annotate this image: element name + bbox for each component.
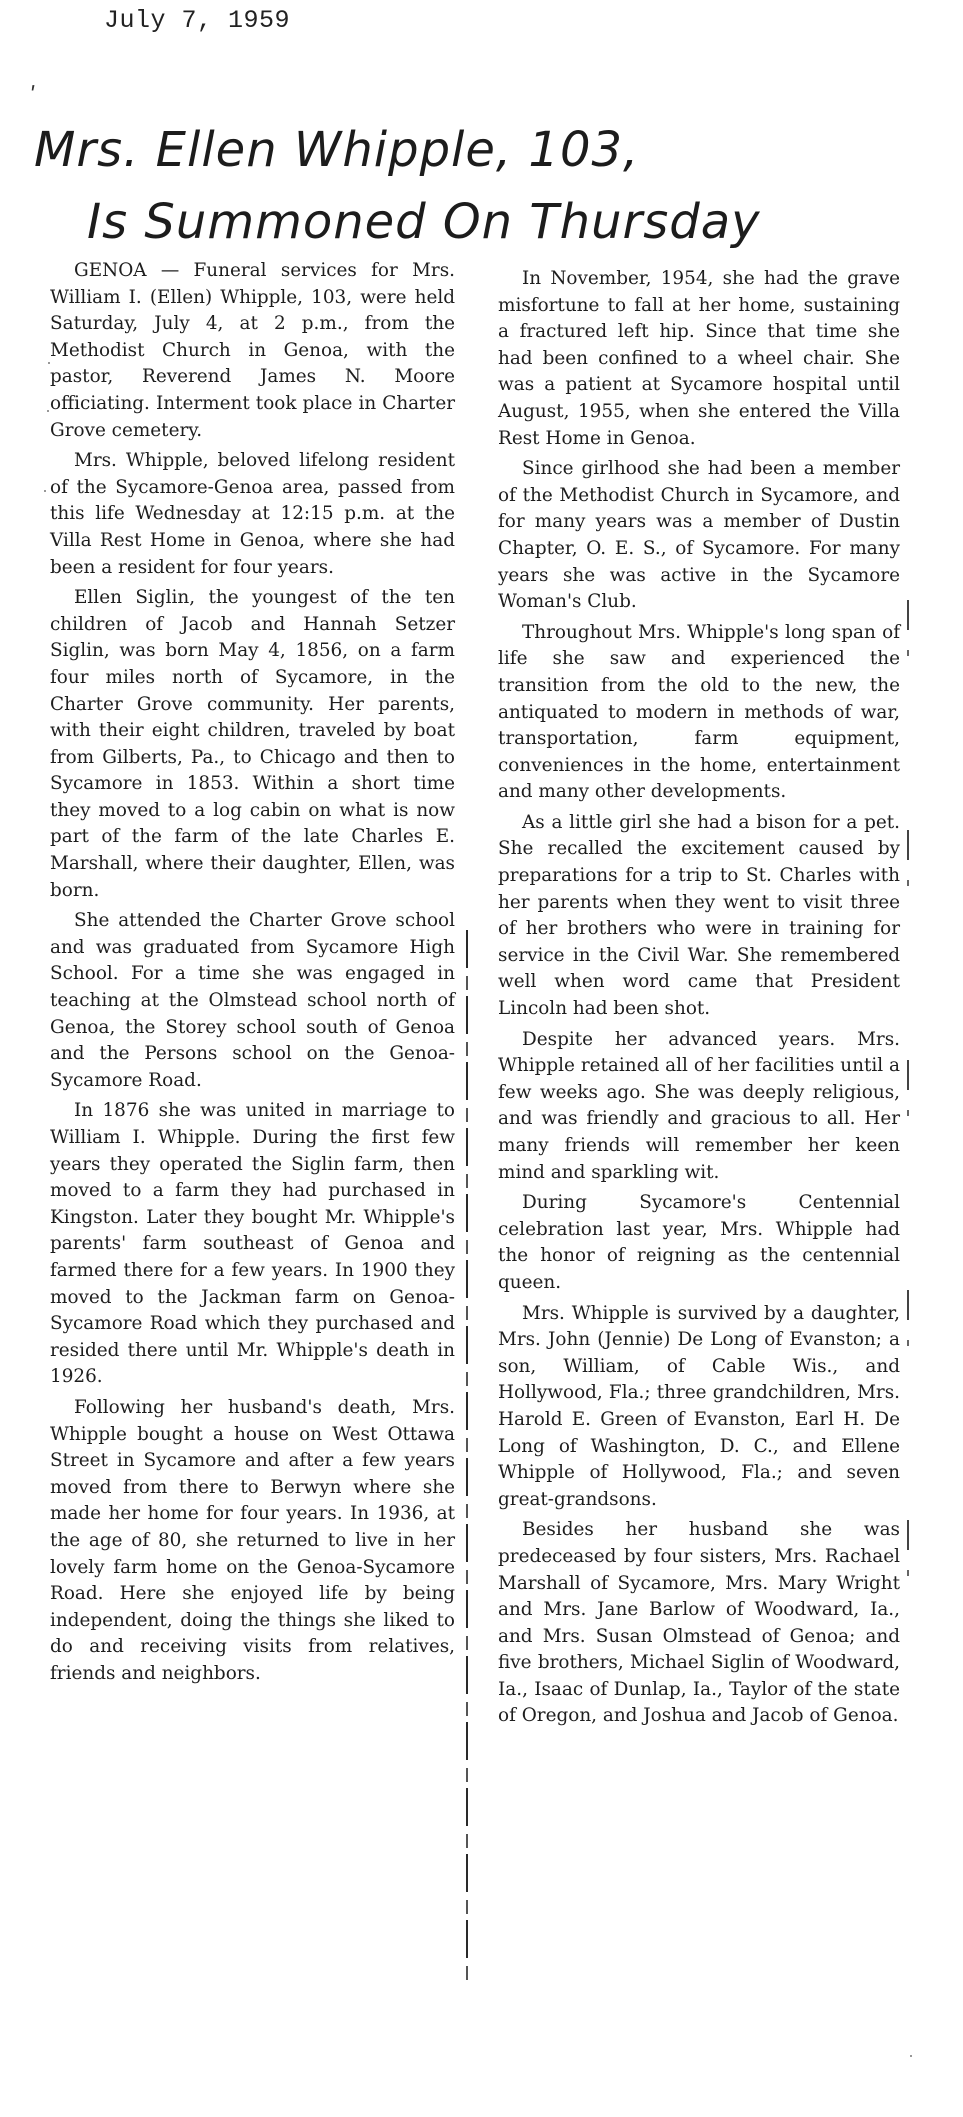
paragraph-character: Despite her advanced years. Mrs. Whipple retained all of her facilities until a few weeks ago. She was deeply religious, and was friendly and gracious to all. Her many friends will remember her keen mind and sparkling wit. bbox=[498, 1028, 900, 1183]
column-edge-mark bbox=[907, 480, 909, 1600]
scan-speck bbox=[48, 362, 50, 364]
paragraph-passing: Mrs. Whipple, beloved lifelong resident of the Sycamore-Genoa area, passed from this life Wednesday at 12:15 p.m. at the Villa Rest Home in Genoa, where she had been a resident for four years. bbox=[50, 450, 455, 578]
scan-speck bbox=[44, 490, 46, 492]
paragraph-later-life: Following her husband's death, Mrs. Whipple bought a house on West Ottawa Street in Sycamore and after a few years moved from there to Berwyn where she made her home for four years. In 1936, at the age of 80, she returned to live in her lovely farm home on the Genoa-Sycamore Road. Here she enjoyed life by being independent, doing the things she liked to do and receiving visits from relatives, friends and neighbors. bbox=[50, 1396, 455, 1684]
scan-speck bbox=[910, 2055, 912, 2057]
article-column-left bbox=[50, 258, 455, 1687]
paragraph-marriage: In 1876 she was united in marriage to William I. Whipple. During the first few years they operated the Siglin farm, then moved to a farm they had purchased in Kingston. Later they bought Mr. Whipple's parents' farm southeast of Genoa and farmed there for a few years. In 1900 they moved to the Jackman farm on Genoa-Sycamore Road which they purchased and resided there until Mr. Whipple's death in 1926. bbox=[50, 1100, 455, 1388]
paragraph-church-membership: Since girlhood she had been a member of the Methodist Church in Sycamore, and for many years was a member of Dustin Chapter, O. E. S., of Sycamore. For many years she was active in the Sycamore Woman's Club. bbox=[498, 458, 900, 613]
paragraph-transition: Throughout Mrs. Whipple's long span of life she saw and experienced the transition from the old to the new, the antiquated to modern in methods of war, transportation, farm equipment, conveniences in the home, entertainment and many other developments. bbox=[498, 621, 900, 803]
article-column-right bbox=[498, 266, 900, 1730]
paragraph-funeral-services: GENOA — Funeral services for Mrs. William I. (Ellen) Whipple, 103, were held Saturday, July 4, at 2 p.m., from the Methodist Church in Genoa, with the pastor, Reverend James N. Moore officiating. Interment took place in Charter Grove cemetery. bbox=[50, 260, 455, 441]
scan-speck bbox=[47, 410, 49, 412]
paragraph-education: She attended the Charter Grove school and was graduated from Sycamore High School. For a time she was engaged in teaching at the Olmstead school north of Genoa, the Storey school south of Genoa and the Persons school on the Genoa-Sycamore Road. bbox=[50, 910, 455, 1091]
paragraph-centennial: During Sycamore's Centennial celebration last year, Mrs. Whipple had the honor of reigning as the centennial queen. bbox=[498, 1192, 900, 1293]
clipping-date: July 7, 1959 bbox=[104, 6, 291, 35]
paragraph-predeceased: Besides her husband she was predeceased by four sisters, Mrs. Rachael Marshall of Sycamore, Mrs. Mary Wright and Mrs. Jane Barlow of Woodward, Ia., and Mrs. Susan Olmstead of Genoa; and five brothers, Michael Siglin of Woodward, Ia., Isaac of Dunlap, Ia., Taylor of the state of Oregon, and Joshua and Jacob of Genoa. bbox=[498, 1519, 900, 1727]
clipping-tick-mark: ʹ bbox=[30, 84, 37, 109]
paragraph-injury: In November, 1954, she had the grave misfortune to fall at her home, sustaining a fractured left hip. Since that time she had been confined to a wheel chair. She was a patient at Sycamore hospital until August, 1955, when she entered the Villa Rest Home in Genoa. bbox=[498, 268, 900, 449]
headline bbox=[30, 114, 950, 258]
paragraph-birth: Ellen Siglin, the youngest of the ten children of Jacob and Hannah Setzer Siglin, was born May 4, 1856, on a farm four miles north of Sycamore, in the Charter Grove community. Her parents, with their eight children, traveled by boat from Gilberts, Pa., to Chicago and then to Sycamore in 1853. Within a short time they moved to a log cabin on what is now part of the farm of the late Charles E. Marshall, where their daughter, Ellen, was born. bbox=[50, 587, 455, 901]
paragraph-childhood: As a little girl she had a bison for a pet. She recalled the excitement caused by preparations for a trip to St. Charles with her parents when they went to visit three of her brothers who were in training for service in the Civil War. She remembered well when word came that President Lincoln had been shot. bbox=[498, 811, 900, 1020]
headline-line-2: Is Summoned On Thursday bbox=[87, 194, 761, 251]
headline-line-1: Mrs. Ellen Whipple, 103, bbox=[34, 122, 640, 179]
paragraph-survivors: Mrs. Whipple is survived by a daughter, Mrs. John (Jennie) De Long of Evanston; a son, William, of Cable Wis., and Hollywood, Fla.; three grandchildren, Mrs. Harold E. Green of Evanston, Earl H. De Long of Washington, D. C., and Ellene Whipple of Hollywood, Fla.; and seven great-grandsons. bbox=[498, 1302, 900, 1510]
column-divider bbox=[466, 930, 468, 1980]
